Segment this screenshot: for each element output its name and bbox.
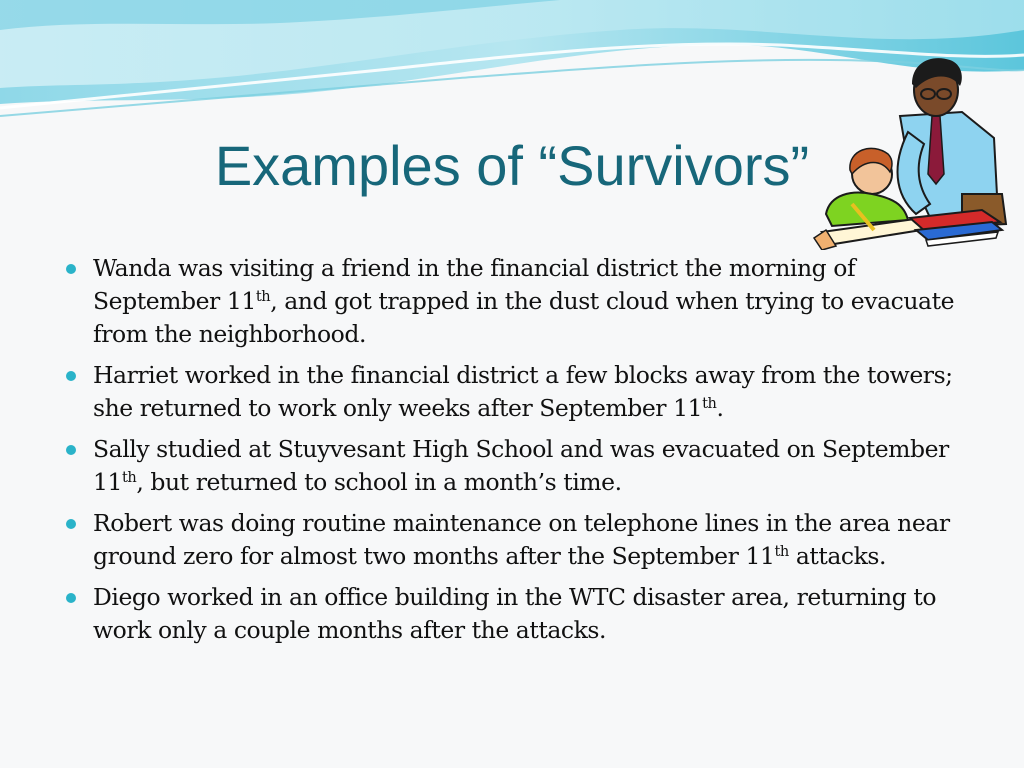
bullet-dot-icon: [66, 264, 76, 274]
bullet-text-end: attacks.: [788, 542, 887, 570]
bullet-text-end: , and got trapped in the dust cloud when trying to evacuate from the neighborhood.: [93, 287, 955, 348]
bullet-text-end: , but returned to school in a month’s time.: [136, 468, 622, 496]
bullet-text: Sally studied at Stuyvesant High School and was evacuated on September 11: [93, 435, 949, 496]
slide-title: Examples of “Survivors”: [214, 134, 810, 197]
bullet-sally: [62, 433, 962, 499]
ordinal-suffix: th: [255, 287, 271, 305]
ordinal-suffix: th: [122, 468, 137, 486]
ordinal-suffix: th: [702, 394, 717, 412]
bullet-diego: [62, 581, 962, 647]
bullet-robert: [62, 507, 962, 573]
bullet-wanda: [62, 252, 962, 351]
bullet-text: Harriet worked in the financial district a few blocks away from the towers; she returned to work only weeks after September 11: [93, 361, 953, 422]
bullet-dot-icon: [66, 519, 76, 529]
bullet-dot-icon: [66, 371, 76, 381]
bullet-text-end: .: [716, 394, 724, 422]
ordinal-suffix: th: [774, 542, 789, 560]
bullet-text: Robert was doing routine maintenance on telephone lines in the area near ground zero for almost two months after the September 11: [93, 509, 950, 570]
bullet-dot-icon: [66, 593, 76, 603]
bullet-list: [62, 252, 962, 655]
bullet-text: Diego worked in an office building in the WTC disaster area, returning to work only a couple months after the attacks.: [93, 583, 937, 644]
teacher-student-clipart-icon: [812, 54, 1024, 250]
bullet-dot-icon: [66, 445, 76, 455]
bullet-harriet: [62, 359, 962, 425]
bullet-text: Wanda was visiting a friend in the financial district the morning of September 11: [93, 254, 856, 315]
